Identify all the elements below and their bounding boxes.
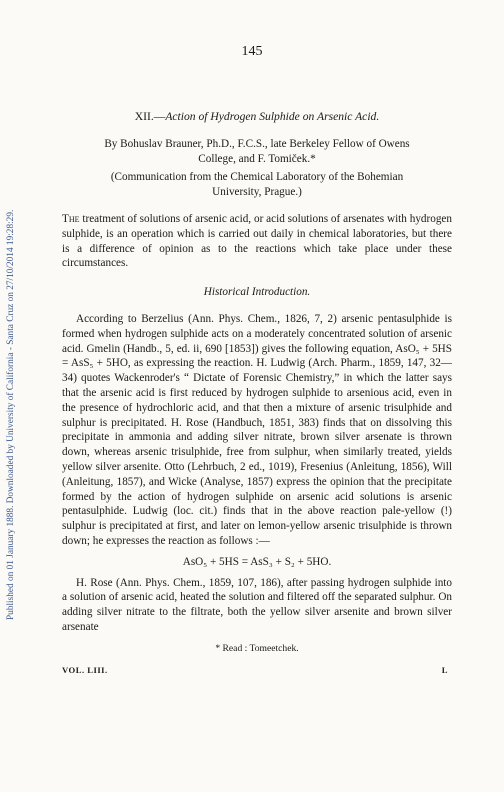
communication-line-2: University, Prague.) (212, 186, 302, 199)
footnote-area (62, 643, 452, 655)
signature-letter: L (441, 664, 448, 675)
communication-note (62, 170, 452, 200)
article-title (62, 110, 452, 125)
authors-line-2: College, and F. Tomiček.* (198, 152, 316, 165)
intro-first-word: The (62, 212, 80, 225)
signature-line (62, 663, 452, 678)
communication-line-1: (Communication from the Chemical Laboratory of the Bohemian (110, 171, 404, 184)
title-italic: Action of Hydrogen Sulphide on Arsenic Acid. (165, 110, 380, 123)
volume-mark: VOL. LIII. (62, 664, 108, 675)
authors-line-1: By Bohuslav Brauner, Ph.D., F.C.S., late Berkeley Fellow of Owens (104, 137, 410, 150)
paragraph-rose: H. Rose (Ann. Phys. Chem., 1859, 107, 186), after passing hydrogen sulphide into a solution of arsenic acid, heated the solution and filtered off the separated sulphur. On adding silver nitrate to the filtrate, both the yellow silver arsenite and brown silver arsenate (62, 576, 452, 633)
title-prefix: XII.— (134, 110, 166, 123)
footnote: * Read : Tomeetchek. (215, 642, 299, 654)
paragraph-berzelius: According to Berzelius (Ann. Phys. Chem., 1826, 7, 2) arsenic pentasulphide is formed when hydrogen sulphide acts on a moderately concentrated solution of arsenic acid. Gmelin (Handb., 5, ed. ii, 690 [1853]) gives the following equation, AsO₅ + 5HS = AsS₅ + 5HO, as expressing the reaction. H. Ludwig (Arch. Pharm., 1859, 147, 32—34) quotes Wackenroder's “ Dictate of Forensic Chemistry,” in which the latter says that the arsenic acid is first reduced by hydrogen sulphide to arsenious acid, even in the presence of hydrochloric acid, and that then a mixture of arsenic trisulphide and sulphur is precipitated. H. Rose (Handbuch, 1851, 383) finds that on dissolving this precipitate in ammonia and adding silver nitrate, brown silver arsenate is thrown down, whereas arsenic trisulphide, free from sulphur, when similarly treated, yields yellow silver arsenite. Otto (Lehrbuch, 2 ed., 1019), Fresenius (Anleitung, 1856), Will (Anleitung, 1857), and Wicke (Analyse, 1857) express the opinion that the precipitate formed by the action of hydrogen sulphide on arsenic acid solutions is arsenic pentasulphide. Ludwig (loc. cit.) finds that in the above reaction pale-yellow (!) sulphur is precipitated at first, and later on lemon-yellow arsenic trisulphide is thrown down; he expresses the reaction as follows :— (62, 312, 452, 547)
reaction-equation: AsO₅ + 5HS = AsS₃ + S₂ + 5HO. (182, 555, 332, 568)
download-notice: Published on 01 January 1888. Downloaded by University of California - Santa Cruz on 27/10/2014 19:28:29. (6, 209, 16, 620)
page-number: 145 (241, 44, 263, 59)
article-body (62, 110, 452, 678)
intro-paragraph (62, 212, 452, 271)
intro-text: treatment of solutions of arsenic acid, or acid solutions of arsenates with hydrogen sulphide, is an operation which is carried out daily in chemical laboratories, but there is a difference of opinion as to the reactions which take place under these circumstances. (62, 212, 452, 270)
authors (62, 137, 452, 167)
section-heading: Historical Introduction. (203, 286, 311, 299)
